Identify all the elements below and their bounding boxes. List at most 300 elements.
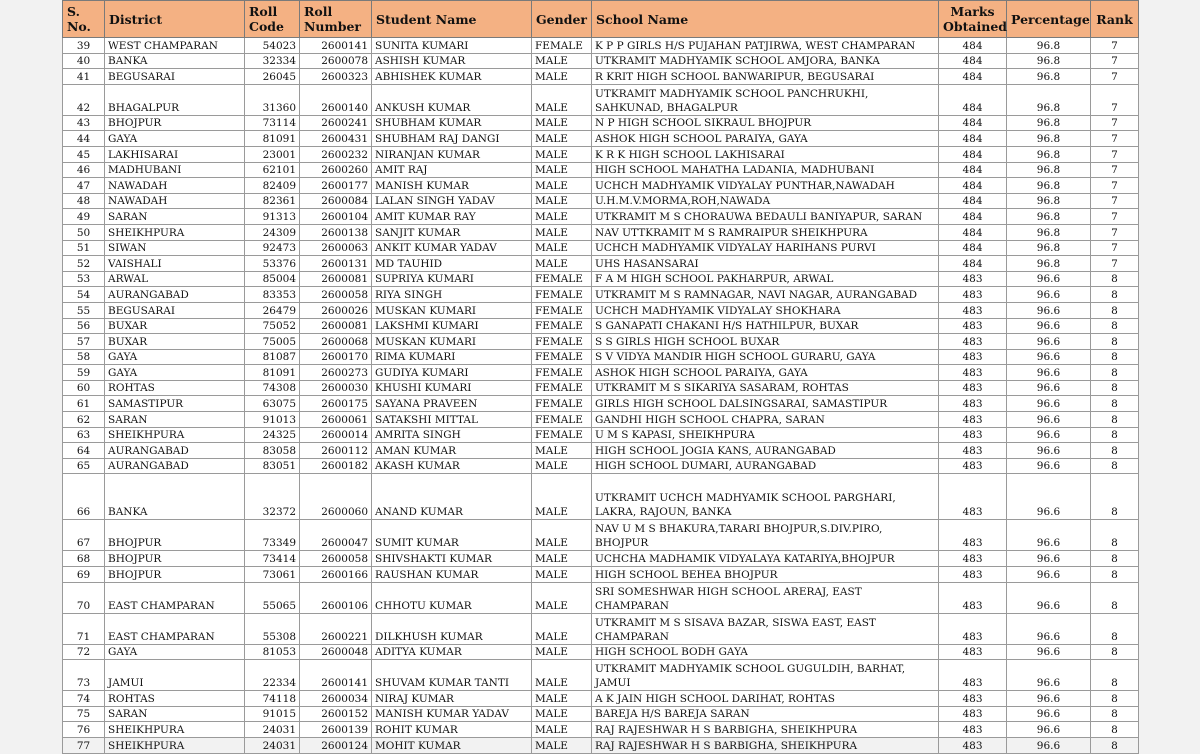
cell-percentage[interactable]: 96.6: [1007, 287, 1091, 303]
cell-roll-number[interactable]: 2600241: [300, 115, 372, 131]
cell-student-name[interactable]: RAUSHAN KUMAR: [372, 567, 532, 583]
cell-marks[interactable]: 483: [939, 412, 1007, 428]
cell-marks[interactable]: 483: [939, 706, 1007, 722]
cell-school-name[interactable]: F A M HIGH SCHOOL PAKHARPUR, ARWAL: [592, 271, 939, 287]
cell-percentage[interactable]: 96.6: [1007, 567, 1091, 583]
cell-gender[interactable]: MALE: [532, 660, 592, 691]
cell-sno[interactable]: 60: [63, 380, 105, 396]
header-student-name[interactable]: Student Name: [372, 1, 532, 38]
cell-sno[interactable]: 62: [63, 412, 105, 428]
cell-district[interactable]: ARWAL: [105, 271, 245, 287]
cell-percentage[interactable]: 96.6: [1007, 474, 1091, 520]
cell-school-name[interactable]: S V VIDYA MANDIR HIGH SCHOOL GURARU, GAYA: [592, 349, 939, 365]
cell-roll-code[interactable]: 82361: [245, 193, 300, 209]
cell-rank[interactable]: 8: [1091, 644, 1139, 660]
cell-roll-number[interactable]: 2600170: [300, 349, 372, 365]
cell-marks[interactable]: 484: [939, 53, 1007, 69]
cell-roll-code[interactable]: 91313: [245, 209, 300, 225]
cell-percentage[interactable]: 96.8: [1007, 224, 1091, 240]
cell-percentage[interactable]: 96.8: [1007, 69, 1091, 85]
cell-roll-number[interactable]: 2600063: [300, 240, 372, 256]
cell-roll-number[interactable]: 2600152: [300, 706, 372, 722]
cell-district[interactable]: GAYA: [105, 349, 245, 365]
cell-gender[interactable]: FEMALE: [532, 318, 592, 334]
cell-rank[interactable]: 8: [1091, 551, 1139, 567]
cell-percentage[interactable]: 96.8: [1007, 162, 1091, 178]
cell-district[interactable]: AURANGABAD: [105, 458, 245, 474]
cell-percentage[interactable]: 96.6: [1007, 271, 1091, 287]
cell-roll-code[interactable]: 73414: [245, 551, 300, 567]
cell-school-name[interactable]: UTKRAMIT MADHYAMIK SCHOOL GUGULDIH, BARHAT, JAMUI: [592, 660, 939, 691]
cell-percentage[interactable]: 96.6: [1007, 443, 1091, 459]
cell-school-name[interactable]: UCHCH MADHYAMIK VIDYALAY HARIHANS PURVI: [592, 240, 939, 256]
cell-roll-number[interactable]: 2600030: [300, 380, 372, 396]
cell-student-name[interactable]: SUPRIYA KUMARI: [372, 271, 532, 287]
cell-school-name[interactable]: UTKRAMIT M S SIKARIYA SASARAM, ROHTAS: [592, 380, 939, 396]
cell-marks[interactable]: 483: [939, 551, 1007, 567]
cell-district[interactable]: VAISHALI: [105, 256, 245, 272]
cell-marks[interactable]: 483: [939, 443, 1007, 459]
cell-roll-number[interactable]: 2600068: [300, 334, 372, 350]
cell-roll-number[interactable]: 2600026: [300, 302, 372, 318]
cell-roll-code[interactable]: 74308: [245, 380, 300, 396]
cell-roll-code[interactable]: 85004: [245, 271, 300, 287]
cell-percentage[interactable]: 96.6: [1007, 551, 1091, 567]
cell-school-name[interactable]: UTKRAMIT MADHYAMIK SCHOOL PANCHRUKHI, SAHKUNAD, BHAGALPUR: [592, 84, 939, 115]
cell-student-name[interactable]: ADITYA KUMAR: [372, 644, 532, 660]
cell-school-name[interactable]: HIGH SCHOOL BEHEA BHOJPUR: [592, 567, 939, 583]
cell-roll-code[interactable]: 82409: [245, 178, 300, 194]
cell-school-name[interactable]: S S GIRLS HIGH SCHOOL BUXAR: [592, 334, 939, 350]
cell-rank[interactable]: 8: [1091, 722, 1139, 738]
cell-marks[interactable]: 483: [939, 738, 1007, 754]
cell-sno[interactable]: 51: [63, 240, 105, 256]
cell-rank[interactable]: 7: [1091, 38, 1139, 54]
cell-student-name[interactable]: KHUSHI KUMARI: [372, 380, 532, 396]
cell-marks[interactable]: 483: [939, 722, 1007, 738]
cell-rank[interactable]: 8: [1091, 660, 1139, 691]
cell-roll-number[interactable]: 2600047: [300, 520, 372, 551]
cell-sno[interactable]: 47: [63, 178, 105, 194]
cell-roll-number[interactable]: 2600221: [300, 613, 372, 644]
cell-school-name[interactable]: A K JAIN HIGH SCHOOL DARIHAT, ROHTAS: [592, 691, 939, 707]
cell-roll-number[interactable]: 2600034: [300, 691, 372, 707]
cell-district[interactable]: EAST CHAMPARAN: [105, 582, 245, 613]
cell-school-name[interactable]: UTKRAMIT UCHCH MADHYAMIK SCHOOL PARGHARI, LAKRA, RAJOUN, BANKA: [592, 474, 939, 520]
cell-gender[interactable]: MALE: [532, 644, 592, 660]
cell-student-name[interactable]: RIMA KUMARI: [372, 349, 532, 365]
cell-student-name[interactable]: CHHOTU KUMAR: [372, 582, 532, 613]
cell-district[interactable]: BUXAR: [105, 334, 245, 350]
cell-percentage[interactable]: 96.6: [1007, 582, 1091, 613]
cell-roll-number[interactable]: 2600177: [300, 178, 372, 194]
cell-student-name[interactable]: AKASH KUMAR: [372, 458, 532, 474]
cell-gender[interactable]: MALE: [532, 691, 592, 707]
cell-rank[interactable]: 7: [1091, 146, 1139, 162]
cell-district[interactable]: BEGUSARAI: [105, 69, 245, 85]
cell-district[interactable]: NAWADAH: [105, 178, 245, 194]
cell-sno[interactable]: 40: [63, 53, 105, 69]
cell-percentage[interactable]: 96.8: [1007, 256, 1091, 272]
cell-marks[interactable]: 484: [939, 162, 1007, 178]
cell-student-name[interactable]: MD TAUHID: [372, 256, 532, 272]
cell-district[interactable]: SHEIKHPURA: [105, 738, 245, 754]
cell-marks[interactable]: 483: [939, 691, 1007, 707]
cell-district[interactable]: SIWAN: [105, 240, 245, 256]
cell-marks[interactable]: 483: [939, 458, 1007, 474]
cell-school-name[interactable]: HIGH SCHOOL DUMARI, AURANGABAD: [592, 458, 939, 474]
cell-percentage[interactable]: 96.6: [1007, 380, 1091, 396]
cell-roll-number[interactable]: 2600081: [300, 318, 372, 334]
cell-gender[interactable]: FEMALE: [532, 38, 592, 54]
cell-sno[interactable]: 58: [63, 349, 105, 365]
cell-sno[interactable]: 70: [63, 582, 105, 613]
cell-district[interactable]: BANKA: [105, 53, 245, 69]
cell-gender[interactable]: MALE: [532, 551, 592, 567]
cell-district[interactable]: SHEIKHPURA: [105, 722, 245, 738]
cell-district[interactable]: SARAN: [105, 209, 245, 225]
cell-roll-number[interactable]: 2600084: [300, 193, 372, 209]
cell-rank[interactable]: 8: [1091, 613, 1139, 644]
cell-percentage[interactable]: 96.6: [1007, 318, 1091, 334]
cell-roll-code[interactable]: 83058: [245, 443, 300, 459]
header-sno[interactable]: S. No.: [63, 1, 105, 38]
cell-percentage[interactable]: 96.8: [1007, 115, 1091, 131]
cell-school-name[interactable]: NAV U M S BHAKURA,TARARI BHOJPUR,S.DIV.PIRO, BHOJPUR: [592, 520, 939, 551]
cell-roll-code[interactable]: 26479: [245, 302, 300, 318]
cell-district[interactable]: AURANGABAD: [105, 443, 245, 459]
cell-roll-number[interactable]: 2600139: [300, 722, 372, 738]
cell-gender[interactable]: MALE: [532, 84, 592, 115]
cell-marks[interactable]: 483: [939, 613, 1007, 644]
header-school-name[interactable]: School Name: [592, 1, 939, 38]
cell-rank[interactable]: 7: [1091, 209, 1139, 225]
cell-roll-code[interactable]: 22334: [245, 660, 300, 691]
cell-roll-number[interactable]: 2600273: [300, 365, 372, 381]
header-roll-number[interactable]: Roll Number: [300, 1, 372, 38]
cell-rank[interactable]: 8: [1091, 271, 1139, 287]
cell-rank[interactable]: 7: [1091, 178, 1139, 194]
cell-roll-code[interactable]: 91015: [245, 706, 300, 722]
header-percentage[interactable]: Percentage: [1007, 1, 1091, 38]
cell-student-name[interactable]: MUSKAN KUMARI: [372, 334, 532, 350]
cell-school-name[interactable]: ASHOK HIGH SCHOOL PARAIYA, GAYA: [592, 365, 939, 381]
cell-student-name[interactable]: SHUBHAM KUMAR: [372, 115, 532, 131]
cell-roll-number[interactable]: 2600078: [300, 53, 372, 69]
cell-student-name[interactable]: SUMIT KUMAR: [372, 520, 532, 551]
cell-percentage[interactable]: 96.6: [1007, 396, 1091, 412]
cell-marks[interactable]: 483: [939, 582, 1007, 613]
cell-district[interactable]: GAYA: [105, 131, 245, 147]
cell-school-name[interactable]: HIGH SCHOOL MAHATHA LADANIA, MADHUBANI: [592, 162, 939, 178]
cell-roll-code[interactable]: 54023: [245, 38, 300, 54]
cell-roll-code[interactable]: 24031: [245, 722, 300, 738]
header-gender[interactable]: Gender: [532, 1, 592, 38]
cell-gender[interactable]: FEMALE: [532, 349, 592, 365]
cell-roll-number[interactable]: 2600104: [300, 209, 372, 225]
cell-gender[interactable]: MALE: [532, 582, 592, 613]
cell-roll-number[interactable]: 2600182: [300, 458, 372, 474]
cell-roll-code[interactable]: 55065: [245, 582, 300, 613]
cell-marks[interactable]: 483: [939, 287, 1007, 303]
cell-marks[interactable]: 483: [939, 427, 1007, 443]
cell-district[interactable]: BHOJPUR: [105, 567, 245, 583]
header-district[interactable]: District: [105, 1, 245, 38]
cell-sno[interactable]: 53: [63, 271, 105, 287]
cell-student-name[interactable]: ANKIT KUMAR YADAV: [372, 240, 532, 256]
cell-gender[interactable]: MALE: [532, 474, 592, 520]
cell-gender[interactable]: MALE: [532, 613, 592, 644]
cell-percentage[interactable]: 96.6: [1007, 738, 1091, 754]
cell-rank[interactable]: 7: [1091, 53, 1139, 69]
cell-marks[interactable]: 483: [939, 567, 1007, 583]
cell-sno[interactable]: 63: [63, 427, 105, 443]
cell-percentage[interactable]: 96.8: [1007, 146, 1091, 162]
cell-roll-number[interactable]: 2600138: [300, 224, 372, 240]
cell-district[interactable]: SARAN: [105, 412, 245, 428]
cell-student-name[interactable]: AMRITA SINGH: [372, 427, 532, 443]
cell-gender[interactable]: FEMALE: [532, 302, 592, 318]
cell-gender[interactable]: MALE: [532, 178, 592, 194]
cell-sno[interactable]: 61: [63, 396, 105, 412]
cell-student-name[interactable]: SUNITA KUMARI: [372, 38, 532, 54]
cell-roll-code[interactable]: 55308: [245, 613, 300, 644]
cell-roll-code[interactable]: 92473: [245, 240, 300, 256]
cell-roll-number[interactable]: 2600061: [300, 412, 372, 428]
cell-student-name[interactable]: MANISH KUMAR YADAV: [372, 706, 532, 722]
cell-marks[interactable]: 483: [939, 334, 1007, 350]
cell-sno[interactable]: 42: [63, 84, 105, 115]
cell-marks[interactable]: 484: [939, 38, 1007, 54]
cell-percentage[interactable]: 96.8: [1007, 240, 1091, 256]
cell-roll-code[interactable]: 81091: [245, 365, 300, 381]
cell-roll-code[interactable]: 73349: [245, 520, 300, 551]
cell-sno[interactable]: 52: [63, 256, 105, 272]
cell-student-name[interactable]: LALAN SINGH YADAV: [372, 193, 532, 209]
cell-roll-code[interactable]: 24031: [245, 738, 300, 754]
cell-rank[interactable]: 7: [1091, 84, 1139, 115]
cell-student-name[interactable]: RIYA SINGH: [372, 287, 532, 303]
cell-roll-number[interactable]: 2600131: [300, 256, 372, 272]
cell-district[interactable]: EAST CHAMPARAN: [105, 613, 245, 644]
cell-gender[interactable]: MALE: [532, 115, 592, 131]
cell-sno[interactable]: 55: [63, 302, 105, 318]
cell-district[interactable]: BANKA: [105, 474, 245, 520]
cell-gender[interactable]: MALE: [532, 131, 592, 147]
cell-district[interactable]: NAWADAH: [105, 193, 245, 209]
cell-district[interactable]: WEST CHAMPARAN: [105, 38, 245, 54]
cell-district[interactable]: BEGUSARAI: [105, 302, 245, 318]
cell-rank[interactable]: 8: [1091, 349, 1139, 365]
cell-marks[interactable]: 483: [939, 271, 1007, 287]
cell-district[interactable]: GAYA: [105, 644, 245, 660]
cell-sno[interactable]: 68: [63, 551, 105, 567]
cell-marks[interactable]: 484: [939, 131, 1007, 147]
cell-gender[interactable]: MALE: [532, 458, 592, 474]
cell-percentage[interactable]: 96.6: [1007, 412, 1091, 428]
cell-district[interactable]: SHEIKHPURA: [105, 224, 245, 240]
cell-roll-number[interactable]: 2600058: [300, 287, 372, 303]
cell-rank[interactable]: 8: [1091, 318, 1139, 334]
cell-gender[interactable]: MALE: [532, 69, 592, 85]
cell-gender[interactable]: FEMALE: [532, 287, 592, 303]
cell-roll-code[interactable]: 23001: [245, 146, 300, 162]
cell-student-name[interactable]: SHIVSHAKTI KUMAR: [372, 551, 532, 567]
cell-gender[interactable]: FEMALE: [532, 396, 592, 412]
cell-roll-code[interactable]: 74118: [245, 691, 300, 707]
cell-rank[interactable]: 8: [1091, 738, 1139, 754]
cell-district[interactable]: BHOJPUR: [105, 551, 245, 567]
cell-marks[interactable]: 483: [939, 520, 1007, 551]
cell-student-name[interactable]: ROHIT KUMAR: [372, 722, 532, 738]
cell-gender[interactable]: MALE: [532, 443, 592, 459]
cell-student-name[interactable]: SANJIT KUMAR: [372, 224, 532, 240]
cell-gender[interactable]: MALE: [532, 224, 592, 240]
cell-student-name[interactable]: ANAND KUMAR: [372, 474, 532, 520]
cell-marks[interactable]: 483: [939, 302, 1007, 318]
cell-gender[interactable]: FEMALE: [532, 412, 592, 428]
cell-school-name[interactable]: R KRIT HIGH SCHOOL BANWARIPUR, BEGUSARAI: [592, 69, 939, 85]
cell-roll-number[interactable]: 2600260: [300, 162, 372, 178]
cell-roll-code[interactable]: 62101: [245, 162, 300, 178]
cell-percentage[interactable]: 96.6: [1007, 427, 1091, 443]
cell-marks[interactable]: 483: [939, 318, 1007, 334]
cell-district[interactable]: BUXAR: [105, 318, 245, 334]
cell-rank[interactable]: 8: [1091, 302, 1139, 318]
cell-sno[interactable]: 57: [63, 334, 105, 350]
cell-marks[interactable]: 484: [939, 146, 1007, 162]
cell-school-name[interactable]: UHS HASANSARAI: [592, 256, 939, 272]
cell-roll-code[interactable]: 32372: [245, 474, 300, 520]
cell-student-name[interactable]: ASHISH KUMAR: [372, 53, 532, 69]
cell-sno[interactable]: 45: [63, 146, 105, 162]
cell-school-name[interactable]: RAJ RAJESHWAR H S BARBIGHA, SHEIKHPURA: [592, 738, 939, 754]
cell-percentage[interactable]: 96.6: [1007, 365, 1091, 381]
cell-sno[interactable]: 76: [63, 722, 105, 738]
cell-sno[interactable]: 48: [63, 193, 105, 209]
cell-roll-number[interactable]: 2600140: [300, 84, 372, 115]
cell-roll-number[interactable]: 2600431: [300, 131, 372, 147]
cell-percentage[interactable]: 96.6: [1007, 644, 1091, 660]
cell-rank[interactable]: 8: [1091, 458, 1139, 474]
cell-gender[interactable]: MALE: [532, 256, 592, 272]
cell-student-name[interactable]: ANKUSH KUMAR: [372, 84, 532, 115]
cell-roll-code[interactable]: 81053: [245, 644, 300, 660]
cell-rank[interactable]: 8: [1091, 365, 1139, 381]
cell-rank[interactable]: 8: [1091, 474, 1139, 520]
cell-district[interactable]: SARAN: [105, 706, 245, 722]
cell-roll-number[interactable]: 2600141: [300, 38, 372, 54]
cell-marks[interactable]: 483: [939, 644, 1007, 660]
cell-percentage[interactable]: 96.8: [1007, 53, 1091, 69]
cell-percentage[interactable]: 96.8: [1007, 178, 1091, 194]
cell-percentage[interactable]: 96.8: [1007, 193, 1091, 209]
cell-rank[interactable]: 8: [1091, 427, 1139, 443]
cell-rank[interactable]: 8: [1091, 582, 1139, 613]
cell-percentage[interactable]: 96.8: [1007, 209, 1091, 225]
cell-rank[interactable]: 7: [1091, 193, 1139, 209]
cell-roll-code[interactable]: 32334: [245, 53, 300, 69]
cell-student-name[interactable]: SHUBHAM RAJ DANGI: [372, 131, 532, 147]
cell-sno[interactable]: 66: [63, 474, 105, 520]
cell-roll-number[interactable]: 2600141: [300, 660, 372, 691]
cell-student-name[interactable]: GUDIYA KUMARI: [372, 365, 532, 381]
cell-roll-number[interactable]: 2600060: [300, 474, 372, 520]
cell-sno[interactable]: 69: [63, 567, 105, 583]
cell-percentage[interactable]: 96.8: [1007, 84, 1091, 115]
cell-roll-code[interactable]: 24309: [245, 224, 300, 240]
cell-roll-code[interactable]: 24325: [245, 427, 300, 443]
cell-school-name[interactable]: GIRLS HIGH SCHOOL DALSINGSARAI, SAMASTIPUR: [592, 396, 939, 412]
cell-roll-code[interactable]: 63075: [245, 396, 300, 412]
cell-roll-number[interactable]: 2600112: [300, 443, 372, 459]
cell-school-name[interactable]: HIGH SCHOOL BODH GAYA: [592, 644, 939, 660]
cell-marks[interactable]: 483: [939, 380, 1007, 396]
cell-sno[interactable]: 67: [63, 520, 105, 551]
cell-sno[interactable]: 50: [63, 224, 105, 240]
cell-rank[interactable]: 8: [1091, 691, 1139, 707]
cell-rank[interactable]: 8: [1091, 412, 1139, 428]
cell-gender[interactable]: FEMALE: [532, 334, 592, 350]
cell-roll-code[interactable]: 26045: [245, 69, 300, 85]
cell-gender[interactable]: FEMALE: [532, 380, 592, 396]
cell-sno[interactable]: 39: [63, 38, 105, 54]
cell-student-name[interactable]: SHUVAM KUMAR TANTI: [372, 660, 532, 691]
cell-sno[interactable]: 64: [63, 443, 105, 459]
cell-gender[interactable]: MALE: [532, 738, 592, 754]
cell-district[interactable]: ROHTAS: [105, 380, 245, 396]
cell-percentage[interactable]: 96.6: [1007, 349, 1091, 365]
cell-sno[interactable]: 74: [63, 691, 105, 707]
cell-marks[interactable]: 483: [939, 349, 1007, 365]
cell-district[interactable]: ROHTAS: [105, 691, 245, 707]
cell-rank[interactable]: 7: [1091, 240, 1139, 256]
cell-student-name[interactable]: AMIT RAJ: [372, 162, 532, 178]
cell-district[interactable]: SAMASTIPUR: [105, 396, 245, 412]
cell-district[interactable]: AURANGABAD: [105, 287, 245, 303]
cell-percentage[interactable]: 96.6: [1007, 722, 1091, 738]
cell-rank[interactable]: 8: [1091, 567, 1139, 583]
cell-student-name[interactable]: DILKHUSH KUMAR: [372, 613, 532, 644]
cell-school-name[interactable]: SRI SOMESHWAR HIGH SCHOOL ARERAJ, EAST CHAMPARAN: [592, 582, 939, 613]
cell-school-name[interactable]: UTKRAMIT M S SISAVA BAZAR, SISWA EAST, EAST CHAMPARAN: [592, 613, 939, 644]
cell-sno[interactable]: 73: [63, 660, 105, 691]
cell-roll-number[interactable]: 2600124: [300, 738, 372, 754]
cell-gender[interactable]: FEMALE: [532, 427, 592, 443]
cell-gender[interactable]: MALE: [532, 162, 592, 178]
cell-student-name[interactable]: NIRANJAN KUMAR: [372, 146, 532, 162]
cell-roll-number[interactable]: 2600058: [300, 551, 372, 567]
cell-district[interactable]: JAMUI: [105, 660, 245, 691]
cell-sno[interactable]: 71: [63, 613, 105, 644]
cell-gender[interactable]: MALE: [532, 706, 592, 722]
cell-sno[interactable]: 46: [63, 162, 105, 178]
cell-percentage[interactable]: 96.8: [1007, 131, 1091, 147]
cell-roll-code[interactable]: 73061: [245, 567, 300, 583]
cell-student-name[interactable]: SATAKSHI MITTAL: [372, 412, 532, 428]
cell-school-name[interactable]: NAV UTTKRAMIT M S RAMRAIPUR SHEIKHPURA: [592, 224, 939, 240]
cell-district[interactable]: SHEIKHPURA: [105, 427, 245, 443]
cell-sno[interactable]: 56: [63, 318, 105, 334]
cell-roll-number[interactable]: 2600081: [300, 271, 372, 287]
cell-student-name[interactable]: MANISH KUMAR: [372, 178, 532, 194]
cell-rank[interactable]: 8: [1091, 520, 1139, 551]
cell-school-name[interactable]: BAREJA H/S BAREJA SARAN: [592, 706, 939, 722]
cell-school-name[interactable]: K R K HIGH SCHOOL LAKHISARAI: [592, 146, 939, 162]
cell-rank[interactable]: 8: [1091, 706, 1139, 722]
cell-district[interactable]: BHOJPUR: [105, 520, 245, 551]
cell-percentage[interactable]: 96.6: [1007, 458, 1091, 474]
